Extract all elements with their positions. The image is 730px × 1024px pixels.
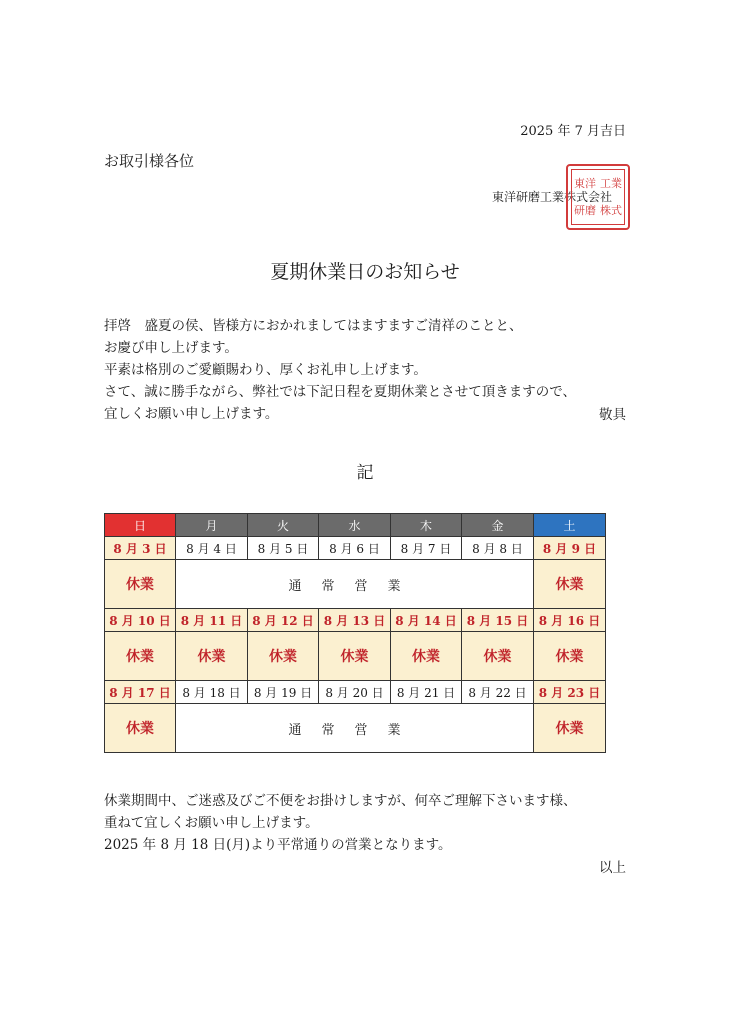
holiday-cell: 休業 — [534, 560, 606, 609]
date-row — [105, 681, 606, 704]
date-cell: 8 月 19 日 — [248, 681, 319, 704]
holiday-cell: 休業 — [105, 560, 176, 609]
outro-line: 重ねて宜しくお願い申し上げます。 — [104, 815, 319, 831]
weekday-sun: 日 — [105, 514, 176, 537]
date-cell: 8 月 22 日 — [462, 681, 534, 704]
date-cell: 8 月 15 日 — [462, 609, 534, 632]
weekday-sat: 土 — [534, 514, 606, 537]
seal-char: 東洋 — [574, 177, 596, 190]
date-cell: 8 月 11 日 — [176, 609, 248, 632]
weekday-header-row — [105, 514, 606, 537]
date-cell: 8 月 16 日 — [534, 609, 606, 632]
status-row — [105, 632, 606, 681]
date-cell: 8 月 10 日 — [105, 609, 176, 632]
holiday-cell: 休業 — [319, 632, 391, 681]
holiday-cell: 休業 — [105, 704, 176, 753]
intro-line: さて、誠に勝手ながら、弊社では下記日程を夏期休業とさせて頂きますので、 — [104, 384, 576, 400]
holiday-cell: 休業 — [248, 632, 319, 681]
status-row — [105, 704, 606, 753]
seal-char: 研磨 — [574, 204, 596, 217]
outro-line: 休業期間中、ご迷惑及びご不便をお掛けしますが、何卒ご理解下さいます様、 — [104, 793, 577, 809]
holiday-cell: 休業 — [462, 632, 534, 681]
seal-char: 株式 — [600, 204, 622, 217]
date-cell: 8 月 7 日 — [391, 537, 462, 560]
date-cell: 8 月 6 日 — [319, 537, 391, 560]
end-mark: 以上 — [599, 860, 626, 876]
date-cell: 8 月 9 日 — [534, 537, 606, 560]
page-title: 夏期休業日のお知らせ — [270, 261, 460, 283]
date-cell: 8 月 8 日 — [462, 537, 534, 560]
business-days-cell: 通常営業 — [176, 704, 534, 753]
date-cell: 8 月 13 日 — [319, 609, 391, 632]
date-cell: 8 月 3 日 — [105, 537, 176, 560]
intro-line: 平素は格別のご愛顧賜わり、厚くお礼申し上げます。 — [104, 362, 427, 378]
date-cell: 8 月 23 日 — [534, 681, 606, 704]
weekday-mon: 月 — [176, 514, 248, 537]
holiday-cell: 休業 — [391, 632, 462, 681]
intro-line: 宜しくお願い申し上げます。 — [104, 406, 279, 422]
addressee: お取引様各位 — [104, 152, 195, 170]
status-row — [105, 560, 606, 609]
date-cell: 8 月 14 日 — [391, 609, 462, 632]
weekday-fri: 金 — [462, 514, 534, 537]
intro-line: お慶び申し上げます。 — [104, 340, 238, 356]
date-cell: 8 月 18 日 — [176, 681, 248, 704]
holiday-calendar — [104, 513, 606, 753]
seal-char: 工業 — [600, 177, 622, 190]
company-name: 東洋研磨工業株式会社 — [492, 190, 613, 204]
closing-word: 敬具 — [599, 407, 626, 423]
intro-line: 拝啓 盛夏の侯、皆様方におかれましてはますますご清祥のことと、 — [104, 318, 523, 334]
business-days-cell: 通常営業 — [176, 560, 534, 609]
holiday-cell: 休業 — [534, 632, 606, 681]
holiday-cell: 休業 — [176, 632, 248, 681]
date-cell: 8 月 20 日 — [319, 681, 391, 704]
outro-paragraph — [104, 790, 626, 856]
outro-line: 2025 年 8 月 18 日(月)より平常通りの営業となります。 — [104, 837, 452, 853]
date-row — [105, 537, 606, 560]
document-date: 2025 年 7 月吉日 — [520, 124, 626, 139]
date-row — [105, 609, 606, 632]
weekday-thu: 木 — [391, 514, 462, 537]
date-cell: 8 月 17 日 — [105, 681, 176, 704]
date-cell: 8 月 4 日 — [176, 537, 248, 560]
weekday-wed: 水 — [319, 514, 391, 537]
ki-heading: 記 — [356, 463, 374, 483]
weekday-tue: 火 — [248, 514, 319, 537]
intro-paragraph — [104, 315, 626, 425]
company-seal-stamp — [566, 164, 630, 230]
date-cell: 8 月 21 日 — [391, 681, 462, 704]
date-cell: 8 月 5 日 — [248, 537, 319, 560]
date-cell: 8 月 12 日 — [248, 609, 319, 632]
holiday-cell: 休業 — [105, 632, 176, 681]
holiday-cell: 休業 — [534, 704, 606, 753]
